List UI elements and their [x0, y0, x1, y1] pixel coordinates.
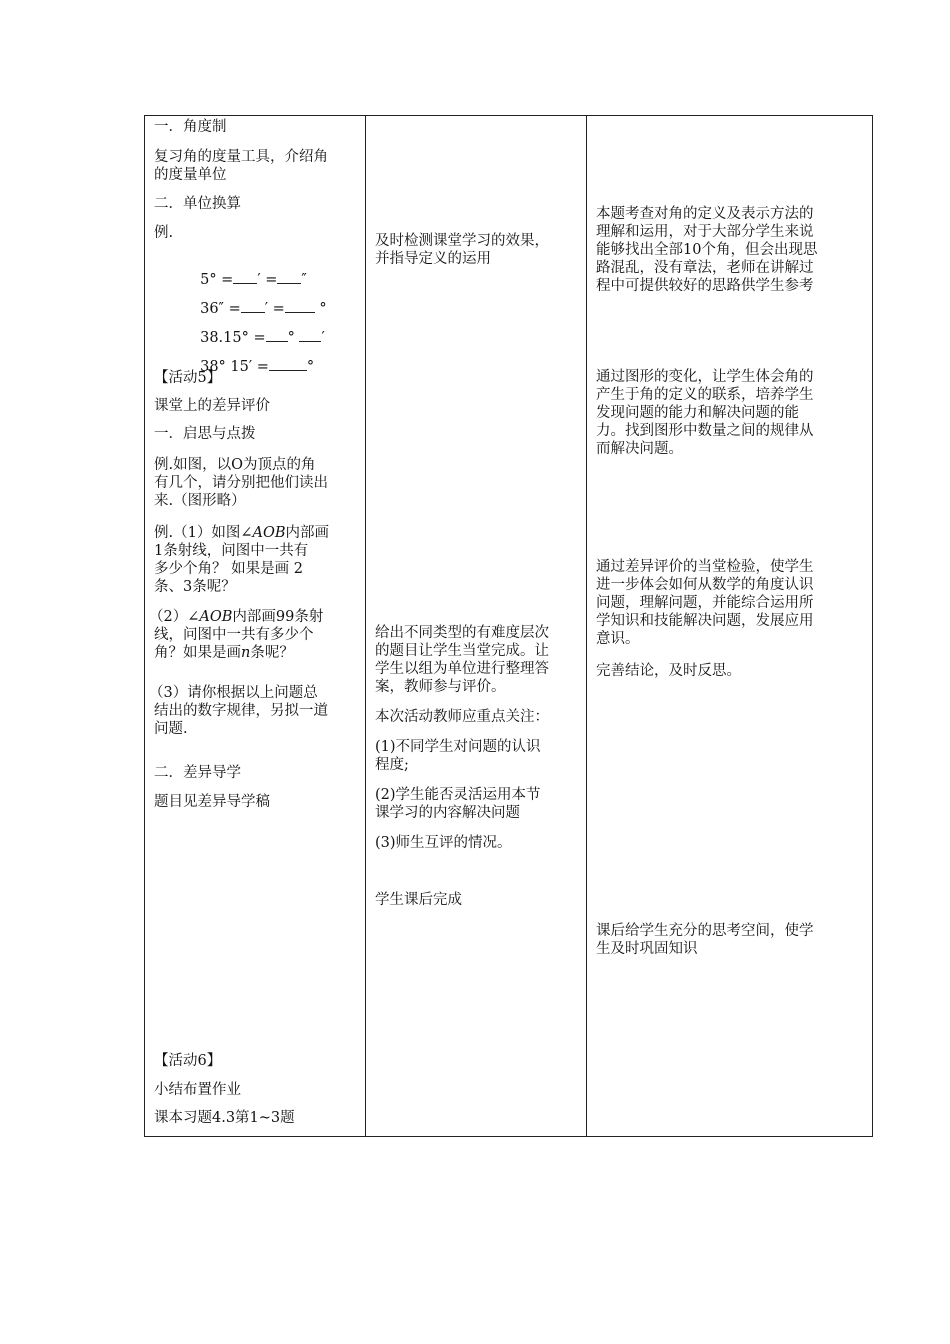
section-title: 二．单位换算 — [154, 196, 241, 212]
example-text-part: 内部画 — [285, 525, 329, 541]
example-label: 例. — [154, 225, 174, 241]
example-text: 线，问图中一共有多少个 — [154, 627, 314, 643]
exercise-text: ′ = — [264, 301, 285, 317]
activity-title: 小结布置作业 — [154, 1082, 241, 1098]
activity-text: 学生课后完成 — [375, 892, 462, 908]
example-text-part: 内部画99条射 — [232, 609, 324, 625]
example-text: 1条射线，问图中一共有 — [154, 543, 309, 559]
variable-n: n — [241, 645, 251, 661]
intent-text: 路混乱，没有章法，老师在讲解过 — [596, 260, 814, 276]
intent-text: 理解和运用，对于大部分学生来说 — [596, 224, 814, 240]
section-text: 题目见差异导学稿 — [154, 794, 270, 810]
activity-text: 本次活动教师应重点关注： — [375, 709, 549, 725]
intent-text: 本题考查对角的定义及表示方法的 — [596, 206, 814, 222]
exercise-text: 5° = — [200, 272, 234, 288]
exercise-text: ° — [306, 359, 315, 375]
example-text-part: 角？如果是画 — [154, 645, 241, 661]
exercise-text: ° — [319, 301, 327, 317]
intent-text: 生及时巩固知识 — [596, 941, 698, 957]
intent-text: 完善结论，及时反思。 — [596, 663, 741, 679]
example-text: 多少个角？ 如果是画 2 — [154, 561, 303, 577]
example-text: 问题. — [154, 721, 188, 737]
section-text: 课本习题4.3第1~3题 — [154, 1110, 295, 1126]
intent-text: 问题，理解问题，并能综合运用所 — [596, 595, 814, 611]
intent-text: 产生于角的定义的联系，培养学生 — [596, 387, 814, 403]
exercise-text: ′ = — [257, 272, 278, 288]
intent-text: 程中可提供较好的思路供学生参考 — [596, 278, 814, 294]
angle-label: AOB — [252, 525, 286, 541]
example-text-part: 例.（1）如图∠ — [154, 525, 253, 541]
section-title: 一．角度制 — [154, 119, 227, 135]
example-text: 有几个，请分别把他们读出 — [154, 475, 328, 491]
activity-title: 课堂上的差异评价 — [154, 398, 270, 414]
example-text: 结出的数字规律，另拟一道 — [154, 703, 328, 719]
exercise-text: ″ — [301, 272, 307, 288]
example-text — [154, 644, 294, 662]
example-text-part: 条呢？ — [250, 645, 294, 661]
example-text: 例.如图，以O为顶点的角 — [154, 457, 316, 473]
section-title: 二．差异导学 — [154, 765, 241, 781]
intent-column — [587, 116, 873, 1137]
exercise-text: 38.15° = — [200, 330, 266, 346]
answer-blank — [269, 358, 307, 371]
intent-text: 通过差异评价的当堂检验，使学生 — [596, 559, 814, 575]
example-text-part: （2）∠ — [149, 609, 200, 625]
intent-text: 通过图形的变化，让学生体会角的 — [596, 369, 814, 385]
activity-text: 并指导定义的运用 — [375, 251, 491, 267]
intent-text: 力。找到图形中数量之间的规律从 — [596, 423, 814, 439]
example-text — [154, 524, 329, 542]
intent-text: 进一步体会如何从数学的角度认识 — [596, 577, 814, 593]
activity-text: (2)学生能否灵活运用本节 — [375, 787, 541, 803]
exercise-text: 36″ = — [200, 301, 241, 317]
intent-text: 而解决问题。 — [596, 441, 683, 457]
activity-text: (3)师生互评的情况。 — [375, 835, 512, 851]
intent-text: 学知识和技能解决问题，发展应用 — [596, 613, 814, 629]
activity-heading: 【活动5】 — [154, 370, 222, 386]
activity-heading: 【活动6】 — [154, 1053, 222, 1069]
example-text: 条、3条呢？ — [154, 579, 236, 595]
section-text: 的度量单位 — [154, 167, 227, 183]
section-title: 一．启思与点拨 — [154, 426, 256, 442]
exercise-text: ′ — [321, 330, 325, 346]
intent-text: 能够找出全部10个角，但会出现思 — [596, 242, 818, 258]
lesson-plan-table — [144, 115, 873, 1137]
activity-text: 程度; — [375, 757, 409, 773]
exercise-text: ° — [287, 330, 295, 346]
activity-text: 给出不同类型的有难度层次 — [375, 625, 549, 641]
angle-label: AOB — [199, 609, 233, 625]
activity-text: 的题目让学生当堂完成。让 — [375, 643, 549, 659]
activity-column — [366, 116, 587, 1137]
content-column — [145, 116, 366, 1137]
example-text — [149, 608, 323, 626]
section-text: 复习角的度量工具，介绍角 — [154, 149, 328, 165]
intent-text: 课后给学生充分的思考空间，使学 — [596, 923, 814, 939]
activity-text: (1)不同学生对问题的认识 — [375, 739, 541, 755]
exercise-text: 38° 15′ = — [200, 359, 269, 375]
example-text: 来.（图形略） — [154, 493, 246, 509]
activity-text: 案，教师参与评价。 — [375, 679, 506, 695]
activity-text: 课学习的内容解决问题 — [375, 805, 520, 821]
intent-text: 发现问题的能力和解决问题的能 — [596, 405, 799, 421]
example-text: （3）请你根据以上问题总 — [149, 685, 318, 701]
activity-text: 学生以组为单位进行整理答 — [375, 661, 549, 677]
intent-text: 意识。 — [596, 631, 640, 647]
activity-text: 及时检测课堂学习的效果， — [375, 233, 549, 249]
